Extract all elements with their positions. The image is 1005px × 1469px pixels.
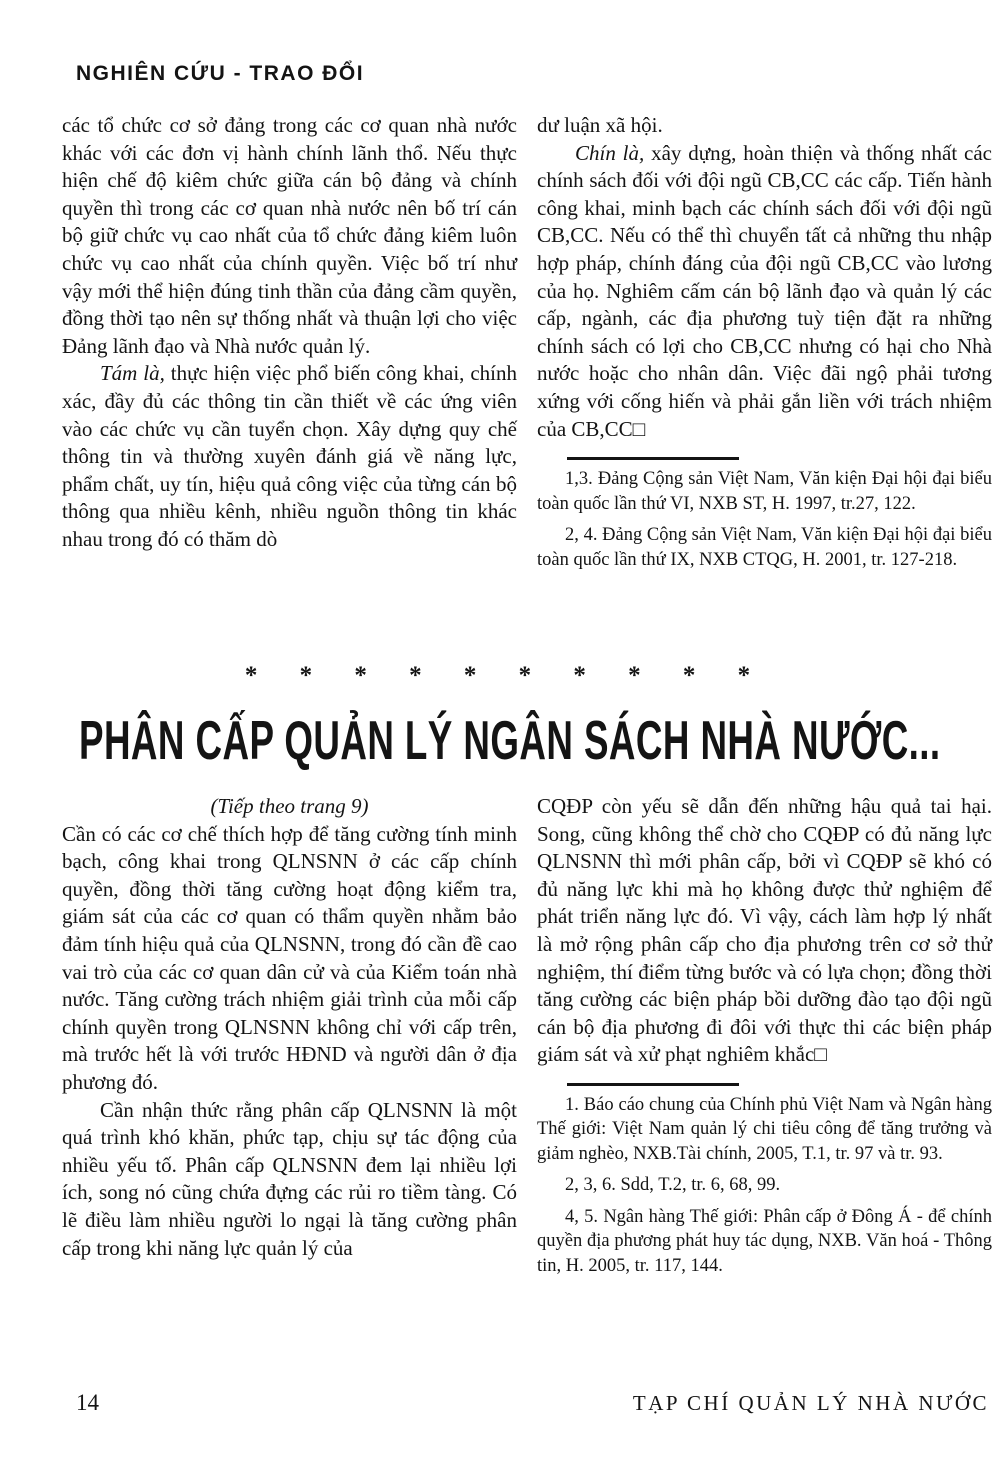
- section-header: NGHIÊN CỨU - TRAO ĐỔI: [76, 62, 365, 85]
- paragraph-text: các tổ chức cơ sở đảng trong các cơ quan nhà nước khác với các đơn vị hành chính lãnh thổ. Nếu thực hiện chế độ kiêm chức giữa cán bộ đảng và chính quyền thì trong các cơ quan nhà nước nên bố trí cán bộ giữ chức vụ cao nhất của tổ chức đảng kiêm luôn chức vụ cao nhất của chính quyền. Việc bố trí như vậy mới thể hiện đúng tinh thần của đảng cầm quyền, đồng thời tạo nên sự thống nhất và thuận lợi cho việc Đảng lãnh đạo và Nhà nước quản lý.: [62, 113, 517, 358]
- article2-title: PHÂN CẤP QUẢN LÝ NGÂN SÁCH NHÀ NƯỚC...: [79, 709, 941, 771]
- paragraph-text: Cần nhận thức rằng phân cấp QLNSNN là một quá trình khó khăn, phức tạp, chịu sự tác động của nhiều yếu tố. Phân cấp QLNSNN đem lại nhiều lợi ích, song nó cũng chứa đựng các rủi ro tiềm tàng. Có lẽ điều làm nhiều người lo ngại là tăng cường phân cấp trong khi năng lực quản lý của: [62, 1097, 517, 1260]
- paragraph-text: CQĐP còn yếu sẽ dẫn đến những hậu quả tai hại. Song, cũng không thể chờ cho CQĐP có đủ năng lực QLNSNN thì mới phân cấp, bởi vì CQĐP sẽ khó có đủ năng lực khi mà họ không được thử nghiệm để phát triển năng lực đó. Vì vậy, cách làm hợp lý nhất là mở rộng phân cấp cho địa phương trên cơ sở thử nghiệm, thí điểm từng bước và có lựa chọn; đồng thời tăng cường các biện pháp bồi dưỡng đào tạo đội ngũ cán bộ địa phương đi đôi với thực thi các biện pháp giám sát và xử phạt nghiêm khắc□: [537, 794, 992, 1067]
- paragraph-text: dư luận xã hội.: [537, 113, 663, 137]
- page-number: 14: [76, 1390, 99, 1415]
- footnote: 2, 3, 6. Sdd, T.2, tr. 6, 68, 99.: [565, 1175, 781, 1196]
- paragraph-lead-italic: Chín là,: [575, 140, 645, 165]
- article1-right-para2: [537, 140, 992, 444]
- article1-left-column: [62, 112, 517, 572]
- article1-right-column: [537, 112, 992, 572]
- article2-columns: [62, 793, 992, 1278]
- footnote: 2, 4. Đảng Cộng sản Việt Nam, Văn kiện Đại hội đại biểu toàn quốc lần thứ IX, NXB CTQG, H. 2001, tr. 127-218.: [537, 525, 992, 570]
- asterisk-divider: * * * * * * * * * *: [244, 662, 761, 689]
- paragraph-text: xây dựng, hoàn thiện và thống nhất các chính sách đối với đội ngũ CB,CC các cấp. Tiến hành công khai, minh bạch các chính sách đối với đội ngũ CB,CC. Nếu có thể thì chuyển tất cả những thu nhập hợp pháp, chính đáng của đội ngũ CB,CC vào lương của họ. Nghiêm cấm cán bộ lãnh đạo và quản lý các cấp, ngành, các địa phương tuỳ tiện đặt ra những chính sách có lợi cho CB,CC nhưng có hại cho Nhà nước hoặc cho nhân dân. Việc đãi ngộ phải tương xứng với cống hiến và phải gắn liền với trách nhiệm của CB,CC□: [537, 140, 992, 441]
- footnote: 1,3. Đảng Cộng sản Việt Nam, Văn kiện Đại hội đại biểu toàn quốc lần thứ VI, NXB ST, H. 1997, tr.27, 122.: [537, 469, 992, 514]
- footnote: 4, 5. Ngân hàng Thế giới: Phân cấp ở Đông Á - để chính quyền địa phương phát huy tác dụng, NXB. Văn hoá - Thông tin, H. 2005, tr. 117, 144.: [537, 1206, 992, 1276]
- article1-left-para2: [62, 360, 517, 553]
- page-footer: [76, 1390, 989, 1416]
- continuation-note: (Tiếp theo trang 9): [210, 794, 369, 818]
- paragraph-lead-italic: Tám là,: [100, 361, 165, 386]
- footnote-separator: [567, 1083, 739, 1086]
- paragraph-text: Cần có các cơ chế thích hợp để tăng cường tính minh bạch, công khai trong QLNSNN ở các cấp chính quyền, đồng thời tăng cường hoạt động kiểm tra, giám sát của các cơ quan có thẩm quyền nhằm bảo đảm tính hiệu quả của QLNSNN, trong đó cần đề cao vai trò của các cơ quan dân cử và của Kiểm toán nhà nước. Tăng cường trách nhiệm giải trình của mỗi cấp chính quyền trong QLNSNN không chỉ với cấp trên, mà trước hết là với trước HĐND và người dân ở địa phương đó.: [62, 821, 517, 1094]
- footnote: 1. Báo cáo chung của Chính phủ Việt Nam và Ngân hàng Thế giới: Việt Nam quản lý chi tiêu công để tăng trưởng và giảm nghèo, NXB.Tài chính, 2005, T.1, tr. 97 và tr. 93.: [537, 1094, 992, 1164]
- article2-left-para2: [62, 1097, 517, 1263]
- article2-left-column: [62, 793, 517, 1278]
- article2-right-para1: [537, 793, 992, 1069]
- article1-right-para1: [537, 112, 992, 140]
- article1-left-para1: [62, 112, 517, 360]
- journal-name: TẠP CHÍ QUẢN LÝ NHÀ NƯỚC: [632, 1391, 989, 1415]
- article1-columns: [62, 112, 992, 572]
- paragraph-text: thực hiện việc phổ biến công khai, chính xác, đầy đủ các thông tin cần thiết về các ứng viên vào các chức vụ cần tuyển chọn. Xây dựng quy chế thông tin và thường xuyên đánh giá về năng lực, phẩm chất, uy tín, hiệu quả công việc của từng cán bộ thông qua nhiều kênh, nhiều nguồn thông tin khác nhau trong đó có thăm dò: [62, 361, 517, 551]
- footnote-separator: [567, 457, 739, 460]
- article2-right-column: [537, 793, 992, 1278]
- article2-left-para1: [62, 821, 517, 1097]
